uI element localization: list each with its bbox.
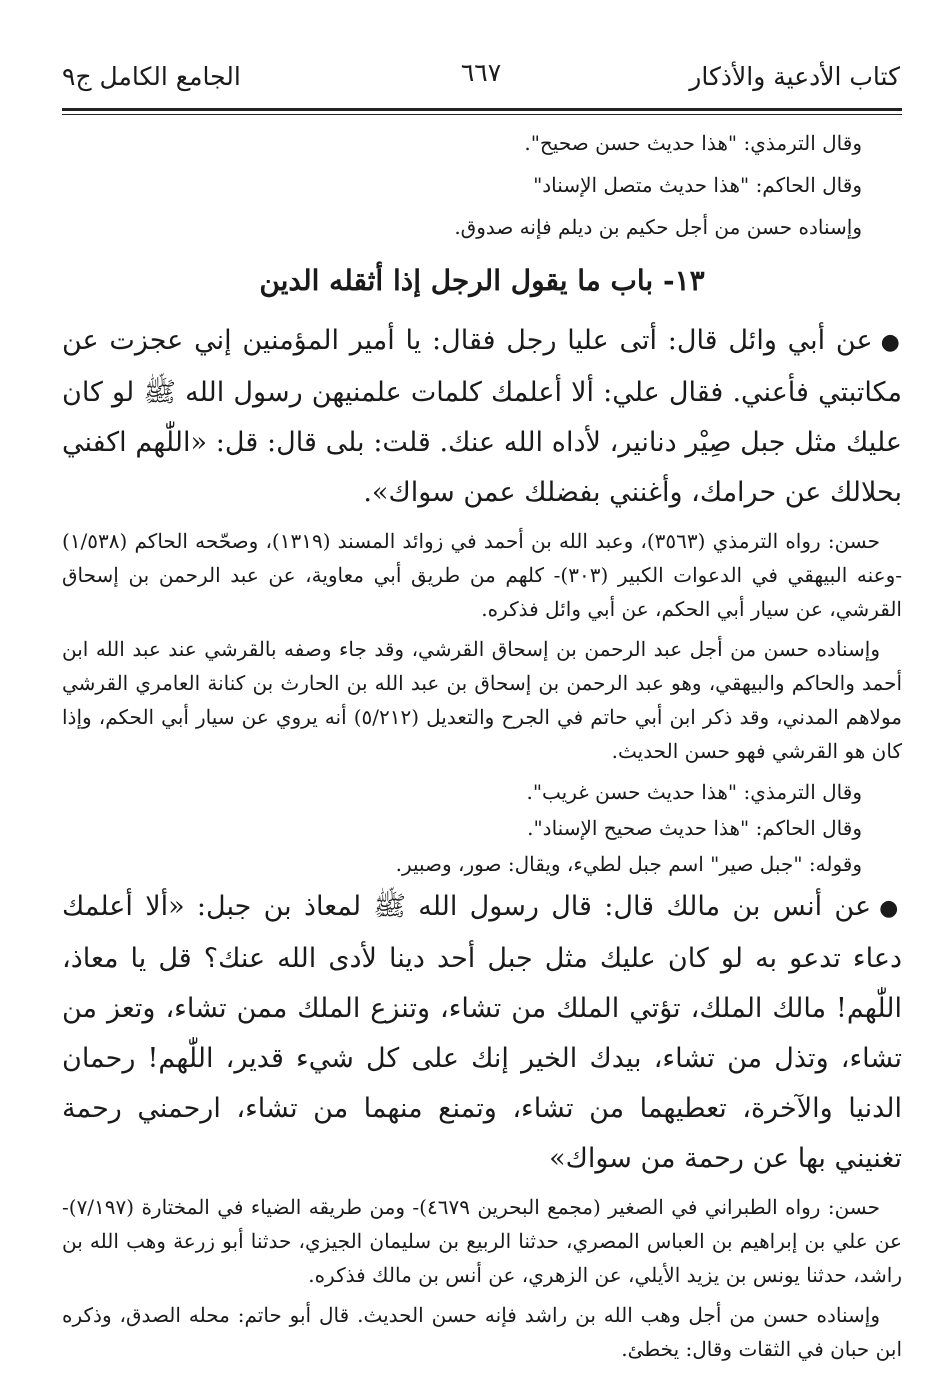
top-line: وقال الترمذي: "هذا حديث حسن صحيح". xyxy=(524,131,862,155)
takhrij-note: حسن: رواه الترمذي (٣٥٦٣)، وعبد الله بن أحمد في زوائد المسند (١٣١٩)، وصحّحه الحاكم (١/٥٣٨) -وعنه البيهقي في الدعوات الكبير (٣٠٣)- كلهم من طريق أبي معاوية، عن عبد الرحمن بن إسحاق القرشي، عن سيار أبي الحكم، عن أبي وائل فذكره. xyxy=(62,529,902,621)
chapter-title: ١٣- باب ما يقول الرجل إذا أثقله الدين xyxy=(259,264,705,297)
header-rule-thin xyxy=(62,114,902,115)
takhrij-note: وإسناده حسن من أجل عبد الرحمن بن إسحاق القرشي، وقد جاء وصفه بالقرشي عند عبد الله ابن أحمد والحاكم والبيهقي، وهو عبد الرحمن بن إسحاق بن عبد الله بن الحارث بن كنانة العامري القرشي مولاهم المدني، وقد ذكر ابن أبي حاتم في الجرح والتعديل (٥/٢١٢) أنه يروي عن سيار أبي الحكم، وإذا كان هو القرشي فهو حسن الحديث. xyxy=(62,637,902,763)
takhrij-note: حسن: رواه الطبراني في الصغير (مجمع البحرين ٤٦٧٩)- ومن طريقه الضياء في المختارة (٧/١٩٧)- عن علي بن إبراهيم بن العباس المصري، حدثنا الربيع بن سليمان الجيزي، حدثنا أبو زرعة وهب الله بن راشد، حدثنا يونس بن يزيد الأيلي، عن الزهري، عن أنس بن مالك فذكره. xyxy=(62,1195,902,1287)
header-volume-title: الجامع الكامل ج٩ xyxy=(62,61,241,91)
bullet-icon: ● xyxy=(879,896,902,921)
note-line: وقال الترمذي: "هذا حديث حسن غريب". xyxy=(526,780,862,804)
note-line: وقال الحاكم: "هذا حديث صحيح الإسناد". xyxy=(527,816,862,840)
hadith-body: عن أبي وائل قال: أتى عليا رجل فقال: يا أمير المؤمنين إني عجزت عن مكاتبتي فأعني. فقال علي: ألا أعلمك كلمات علمنيهن رسول الله ﷺ لو كان عليك مثل جبل صِيْر دنانير، لأداه الله عنك. قلت: بلى قال: قل: «اللّٰهم اكفني بحلالك عن حرامك، وأغنني بفضلك عمن سواك». xyxy=(62,325,902,508)
page-header xyxy=(62,52,900,100)
hadith-text xyxy=(62,882,902,1184)
hadith-body: عن أنس بن مالك قال: قال رسول الله ﷺ لمعاذ بن جبل: «ألا أعلمك دعاء تدعو به لو كان عليك مثل جبل أحد دينا لأدى الله عنك؟ قل يا معاذ، اللّٰهم! مالك الملك، تؤتي الملك من تشاء، وتنزع الملك ممن تشاء، وتعز من تشاء، وتذل من تشاء، بيدك الخير إنك على كل شيء قدير، اللّٰهم! رحمان الدنيا والآخرة، تعطيهما من تشاء، وتمنع منهما من تشاء، ارحمني رحمة تغنيني بها عن رحمة من سواك» xyxy=(62,891,902,1174)
top-line: وقال الحاكم: "هذا حديث متصل الإسناد" xyxy=(533,173,862,197)
note-line: وقوله: "جبل صير" اسم جبل لطيء، ويقال: صور، وصبير. xyxy=(395,852,862,876)
bullet-icon: ● xyxy=(880,330,902,355)
top-line: وإسناده حسن من أجل حكيم بن ديلم فإنه صدوق. xyxy=(454,215,862,239)
page-content xyxy=(62,122,902,1372)
hadith-text xyxy=(62,316,902,518)
header-book-title: كتاب الأدعية والأذكار xyxy=(689,61,900,91)
takhrij-note: وإسناده حسن من أجل وهب الله بن راشد فإنه حسن الحديث. قال أبو حاتم: محله الصدق، وذكره ابن حبان في الثقات وقال: يخطئ. xyxy=(62,1303,902,1361)
header-rule-thick xyxy=(62,108,902,111)
page-number: ٦٦٧ xyxy=(460,58,502,87)
